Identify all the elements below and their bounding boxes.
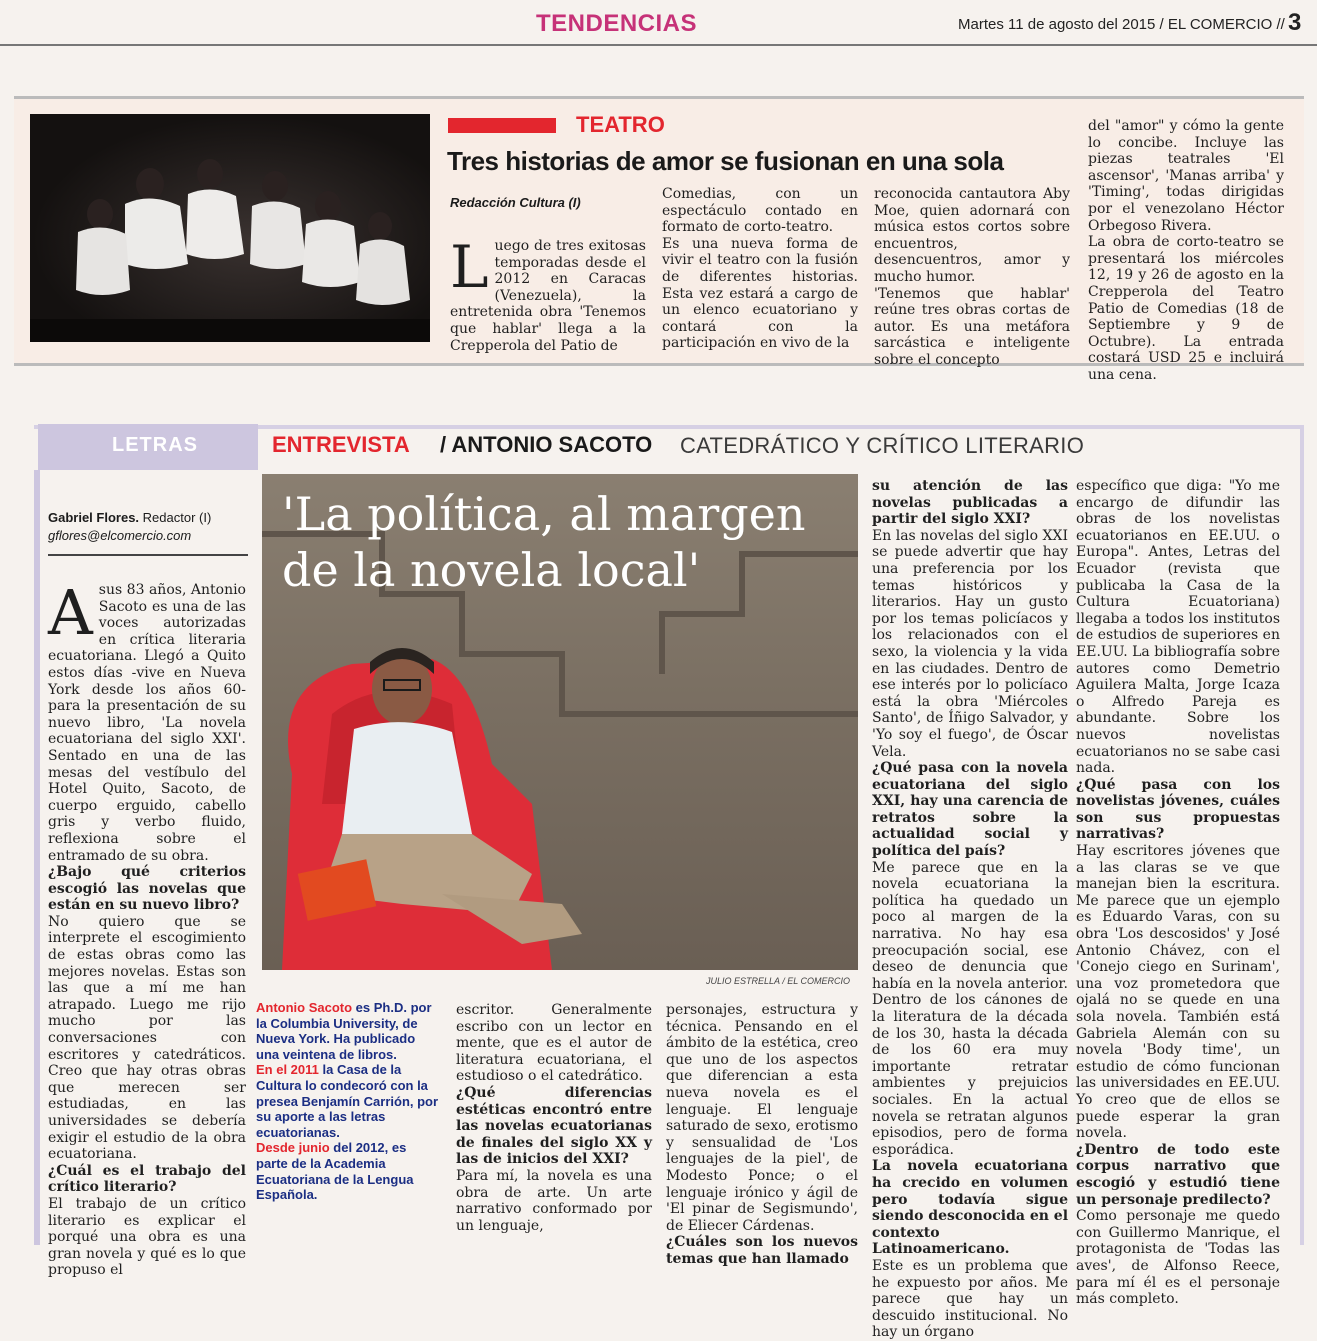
- article-dropcap: A: [48, 576, 93, 649]
- question-5: ¿Qué pasa con la novela ecuatoriana del siglo XXI, hay una carencia de retratos sobre la actualidad social y política del país?: [872, 760, 1068, 860]
- teatro-column-4: del "amor" y cómo la gente lo concibe. Incluye las piezas teatrales 'El ascensor', 'Manas arriba' y 'Timing', todas dirigidas por el venezolano Héctor Orbegoso Rivera. La obra de corto-teatro se presentará los miércoles 12, 19 y 26 de agosto en la Crepperola del Teatro Patio de Comedias (18 de Septiembre y 9 de Octubre). La entrada costará USD 25 e incluirá una cena.: [1088, 118, 1284, 383]
- question-1: ¿Bajo qué criterios escogió las novelas que están en su nuevo libro?: [48, 864, 246, 914]
- header-rule: [0, 44, 1317, 46]
- answer-5: Me parece que en la novela ecuatoriana la política ha quedado un poco al margen de la narrativa. No hay esa preocupación social, ese deseo de denuncia que había en la novela anterior. Dentro de los cánones de la literatura de la década de los 30, hasta la década de los 60 era muy importante retratar ambientes y prejuicios sociales. En la actual novela se retratan algunos episodios, pero de forma esporádica.: [872, 859, 1068, 1158]
- bio-line-1: es Ph.D. por la Columbia University, de Nueva York. Ha publicado una veintena de libros.: [256, 1000, 432, 1062]
- bio-box: [256, 1000, 441, 1203]
- article-column-4: [666, 1002, 858, 1268]
- bio-since: Desde junio: [256, 1140, 330, 1156]
- teatro-column-2: Comedias, con un espectáculo contado en formato de corto-teatro. Es una nueva forma de vivir el teatro con la fusión de diferentes historias. Esta vez estará a cargo de un elenco ecuatoriano y contará con la participación en vivo de la: [662, 186, 858, 352]
- interviewee-title: CATEDRÁTICO Y CRÍTICO LITERARIO: [680, 433, 1085, 458]
- answer-7: Hay escritores jóvenes que a las claras se ve que manejan bien la escritura. Me parece que un ejemplo es Eduardo Varas, con su obra 'Los descosidos' y José Antonio Chávez, con el 'Conejo ciego en Surinam', una voz prometedora que ojalá no se quede en una sola novela. También está Gabriela Alemán con su novela 'Body time', un estudio de cómo funcionan las universidades en EE.UU. Yo creo que de ellos se puede esperar la gran novela.: [1076, 843, 1280, 1142]
- bio-year: En el 2011: [256, 1062, 319, 1078]
- letras-label: LETRAS: [112, 434, 198, 456]
- answer-1: No quiero que se interprete el escogimiento de estas obras como las mejores novelas. Estas son las que a mí me han atrapado. Luego me rijo mucho por las conversaciones con escritores y catedráticos. Creo que hay otras obras que merecen ser estudiadas, en las universidades se debería exigir el estudio de la obra ecuatoriana.: [48, 913, 246, 1163]
- article-column-1: [48, 576, 246, 1279]
- interviewee-name: / ANTONIO SACOTO: [440, 432, 653, 457]
- question-4: ¿Cuáles son los nuevos temas que han llamado: [666, 1234, 858, 1267]
- answer-3: Para mí, la novela es una obra de arte. Un arte narrativo conformado por un lenguaje,: [456, 1167, 652, 1234]
- letras-stripe: [34, 470, 40, 1245]
- byline-role: Redactor (I): [139, 510, 212, 525]
- answer-8: Como personaje me quedo con Guillermo Manrique, el protagonista de 'Todas las aves', de Alfonso Reece, para mí él es el personaje más completo.: [1076, 1208, 1280, 1308]
- teatro-headline: Tres historias de amor se fusionan en una sola: [447, 146, 1004, 176]
- question-7: ¿Qué pasa con los novelistas jóvenes, cuáles son sus propuestas narrativas?: [1076, 776, 1280, 843]
- teatro-dropcap: L: [450, 233, 489, 301]
- question-6: La novela ecuatoriana ha crecido en volumen pero todavía sigue siendo desconocida en el contexto Latinoamericano.: [872, 1158, 1069, 1258]
- teatro-kicker-bar: [448, 118, 556, 133]
- answer-4: En las novelas del siglo XXI se puede advertir que hay una preferencia por los temas históricos y literarios. Hay un gusto por los temas policíacos y los relacionados con el sexo, la violencia y la vida en las ciudades. Dentro de ese interés por lo policíaco está la obra 'Miércoles Santo', de Íñigo Salvador, y 'Yo soy el fuego', de Óscar Vela.: [872, 527, 1068, 760]
- teatro-column-3: reconocida cantautora Aby Moe, quien adornará con música estos cortos sobre encuentros, desencuentros, amor y mucho humor. 'Tenemos que hablar' reúne tres obras cortas de autor. Es una metáfora sarcástica e inteligente sobre el concepto: [874, 186, 1070, 368]
- dateline: Martes 11 de agosto del 2015 / EL COMERCIO //: [958, 16, 1285, 33]
- answer-6-cont: específico que diga: "Yo me encargo de difundir las obras de los novelistas ecuatorianos en EE.UU. o Europa". Antes, Letras del Ecuador (revista que publicaba la Casa de la Cultura Ecuatoriana) llegaba a todos los institutos de estudios de superiores en EE.UU. La bibliografía sobre autores como Demetrio Aguilera Malta, Jorge Icaza o Alfredo Pareja es abundante. Sobre los nuevos novelistas ecuatorianos no se sabe casi nada.: [1076, 478, 1280, 777]
- teatro-kicker: TEATRO: [576, 112, 665, 137]
- answer-2: El trabajo de un crítico literario es explicar el porqué una obra es una gran novela y qué es lo que propuso el: [48, 1195, 246, 1279]
- bio-name: Antonio Sacoto: [256, 1000, 353, 1015]
- answer-2-cont: escritor. Generalmente escribo con un lector en mente, que es el autor de literatura ecuatoriana, el estudioso o el catedrático.: [456, 1002, 652, 1085]
- teatro-photo: [30, 114, 430, 342]
- question-8: ¿Dentro de todo este corpus narrativo que escogió y estudió tiene un personaje predilecto?: [1076, 1141, 1280, 1208]
- article-column-3: [456, 1002, 652, 1234]
- teatro-column-1-text: uego de tres exitosas temporadas desde el 2012 en Caracas (Venezuela), la entretenida obra 'Tenemos que hablar' llega a la Crepperola del Patio de: [450, 238, 646, 354]
- main-headline: 'La política, al margen de la novela local': [282, 487, 806, 597]
- question-3: ¿Qué diferencias estéticas encontró entre las novelas ecuatorianas de finales del siglo XX y las de inicios del XXI?: [456, 1084, 652, 1168]
- page-number: 3: [1288, 9, 1302, 36]
- question-2: ¿Cuál es el trabajo del crítico literario?: [48, 1162, 246, 1196]
- article-intro: sus 83 años, Antonio Sacoto es una de las voces autorizadas en crítica literaria ecuatoriana. Llegó a Quito estos días -vive en Nueva York desde los años 60- para la presentación de su nuevo libro, 'La novela ecuatoriana del siglo XXI'. Sentado en una de las mesas del vestíbulo del Hotel Quito, Sacoto, de cuerpo erguido, cabello gris y verbo fluido, reflexiona sobre el entramado de su obra.: [48, 582, 246, 864]
- bio-line-3: del 2012, es parte de la Academia Ecuatoriana de la Lengua Española.: [256, 1140, 414, 1203]
- teatro-column-1: [450, 233, 646, 354]
- interview-kicker: ENTREVISTA: [272, 432, 410, 457]
- photo-credit: JULIO ESTRELLA / EL COMERCIO: [706, 976, 851, 986]
- bio-line-2: la Casa de la Cultura lo condecoró con la presea Benjamín Carrión, por su aporte a las letras ecuatorianas.: [256, 1062, 439, 1140]
- teatro-byline: Redacción Cultura (I): [450, 195, 581, 210]
- answer-3-cont: personajes, estructura y técnica. Pensando en el ámbito de la estética, creo que uno de los aspectos que diferencian a esta nueva novela es el lenguaje. El lenguaje saturado de sexo, erotismo y sensualidad de 'Los lenguajes de la piel', de Modesto Ponce; o el lenguaje irónico y ágil de 'El pinar de Segismundo', de Eliecer Cárdenas.: [666, 1002, 858, 1234]
- section-tag: TENDENCIAS: [536, 10, 698, 37]
- byline-name: Gabriel Flores.: [48, 510, 140, 525]
- actors-image: [30, 114, 430, 342]
- question-4-cont: su atención de las novelas publicadas a partir del siglo XXI?: [872, 478, 1068, 528]
- byline-rule: [48, 554, 248, 556]
- article-column-6: [1076, 478, 1280, 1308]
- article-column-5: [872, 478, 1068, 1341]
- answer-6: Este es un problema que he expuesto por años. Me parece que hay un descuido institucional. No hay un órgano: [872, 1257, 1068, 1341]
- byline: [48, 510, 211, 525]
- byline-email: gflores@elcomercio.com: [48, 528, 192, 543]
